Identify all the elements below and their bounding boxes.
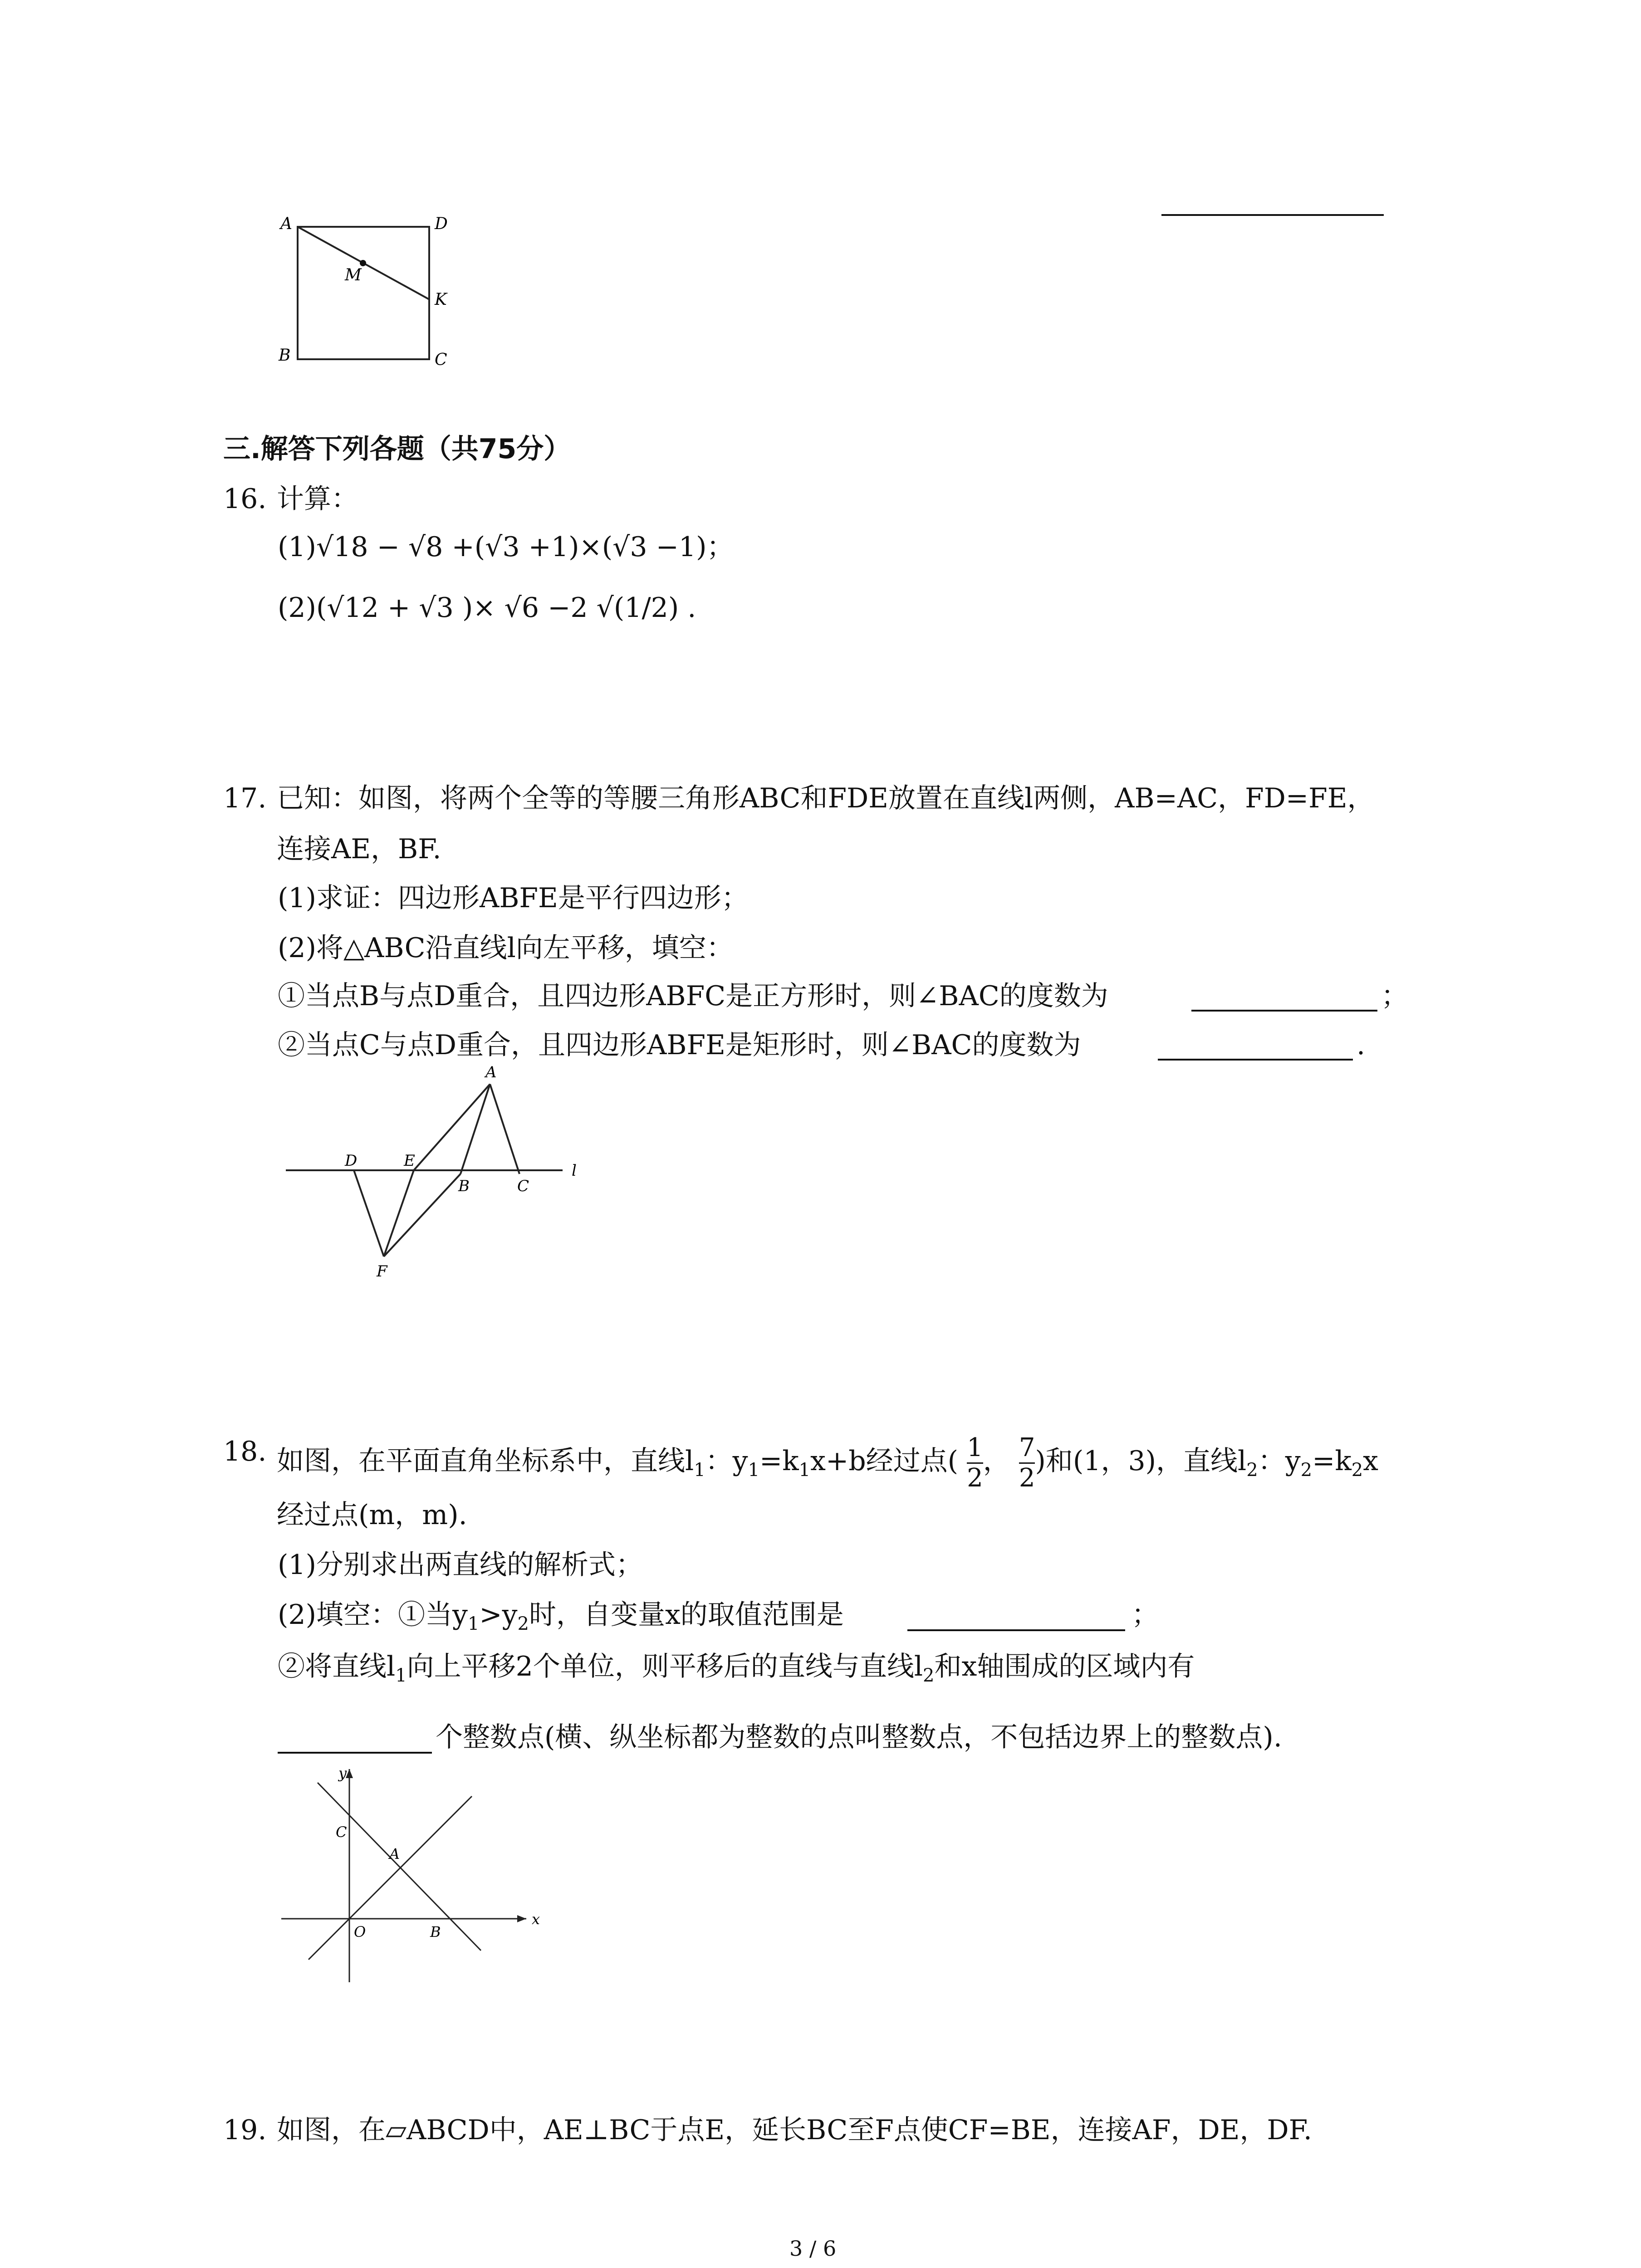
label-f: F <box>377 1262 387 1281</box>
label-a: A <box>389 1845 400 1862</box>
q17-case1-end: ； <box>1381 980 1408 1012</box>
figure-triangles <box>272 1057 599 1293</box>
q18-part3: ②将直线$l_1$向上平移2个单位，则平移后的直线与直线$l_2$和x轴围成的区域内有 <box>278 1651 1195 1686</box>
q17-part2: (2)将△ABC沿直线l向左平移，填空： <box>278 932 734 964</box>
label-c: C <box>517 1177 529 1195</box>
label-c: C <box>336 1823 347 1841</box>
label-e: E <box>404 1152 415 1170</box>
q17-part1: (1)求证：四边形ABFE是平行四边形； <box>278 882 749 914</box>
q17-case1-blank <box>1191 1010 1377 1012</box>
label-d: D <box>345 1152 358 1170</box>
q17-line1: 已知：如图，将两个全等的等腰三角形ABC和FDE放置在直线l两侧，AB=AC，FD=FE， <box>277 782 1375 814</box>
q18-part3-blank <box>278 1752 432 1754</box>
q16-number: 16. <box>223 483 267 515</box>
line-l2 <box>309 1796 472 1960</box>
label-y: y <box>338 1765 347 1782</box>
segment-ab <box>460 1084 490 1174</box>
q18-part2: (2)填空：①当$y_1>y_2$时，自变量x的取值范围是 <box>278 1599 844 1634</box>
label-l: l <box>572 1162 577 1180</box>
q16-part2: (2)(√12 + √3 )× √6 −2 √(1/2) . <box>278 592 696 624</box>
label-b: B <box>458 1177 470 1195</box>
q17-case1: ①当点B与点D重合，且四边形ABFC是正方形时，则∠BAC的度数为 <box>278 980 1108 1012</box>
figure-coordinate <box>272 1760 544 1996</box>
label-c: C <box>435 351 447 369</box>
label-m: M <box>345 266 362 284</box>
label-k: K <box>435 290 447 309</box>
section-heading: 三.解答下列各题（共75分） <box>223 433 571 465</box>
segment-bf <box>384 1174 460 1256</box>
q19-text: 如图，在▱ABCD中，AE⊥BC于点E，延长BC至F点使CF=BE，连接AF，DE，DF. <box>277 2114 1312 2146</box>
q17-case2-blank <box>1158 1059 1353 1061</box>
q18-number: 18. <box>223 1436 267 1467</box>
q16-stem: 计算： <box>277 483 358 515</box>
q17-number: 17. <box>223 782 267 814</box>
q19-number: 19. <box>223 2114 267 2146</box>
label-a: A <box>485 1063 497 1081</box>
q16-part1: (1)√18 − √8 +(√3 +1)×(√3 −1)； <box>278 531 734 563</box>
q18-line1: 如图，在平面直角坐标系中，直线$l_1$：$y_1=k_1x+b$经过点( $\frac{1}{2}$ ， $\frac{7}{2}$ )和(1，3)，直线$l_2$：$y_2=k_2x$ <box>277 1433 1378 1493</box>
segment-fe <box>384 1170 414 1256</box>
q18-part4: 个整数点(横、纵坐标都为整数的点叫整数点，不包括边界上的整数点). <box>436 1721 1282 1753</box>
label-o: O <box>354 1923 366 1941</box>
q17-case2: ②当点C与点D重合，且四边形ABFE是矩形时，则∠BAC的度数为 <box>278 1029 1081 1061</box>
q18-part2-blank <box>907 1629 1125 1631</box>
q18-line2: 经过点(m，m). <box>277 1499 467 1531</box>
q17-case2-end: . <box>1357 1029 1366 1061</box>
q17-line2: 连接AE，BF. <box>277 833 441 865</box>
answer-blank-top <box>1161 214 1384 216</box>
figure-square <box>272 213 463 372</box>
label-a: A <box>280 215 292 233</box>
square-shape <box>298 227 429 359</box>
segment-ac <box>490 1084 519 1174</box>
label-b: B <box>279 346 291 365</box>
label-b: B <box>430 1923 441 1941</box>
label-x: x <box>532 1911 540 1928</box>
point-m <box>360 260 366 266</box>
x-axis-arrow <box>517 1915 526 1922</box>
page-number: 3 / 6 <box>789 2236 837 2261</box>
segment-ae <box>414 1084 490 1170</box>
y-axis-arrow <box>346 1769 353 1778</box>
q18-part2-end: ； <box>1132 1599 1159 1631</box>
q18-part1: (1)分别求出两直线的解析式； <box>278 1549 643 1581</box>
label-d: D <box>435 215 448 233</box>
segment-fd <box>354 1170 384 1256</box>
